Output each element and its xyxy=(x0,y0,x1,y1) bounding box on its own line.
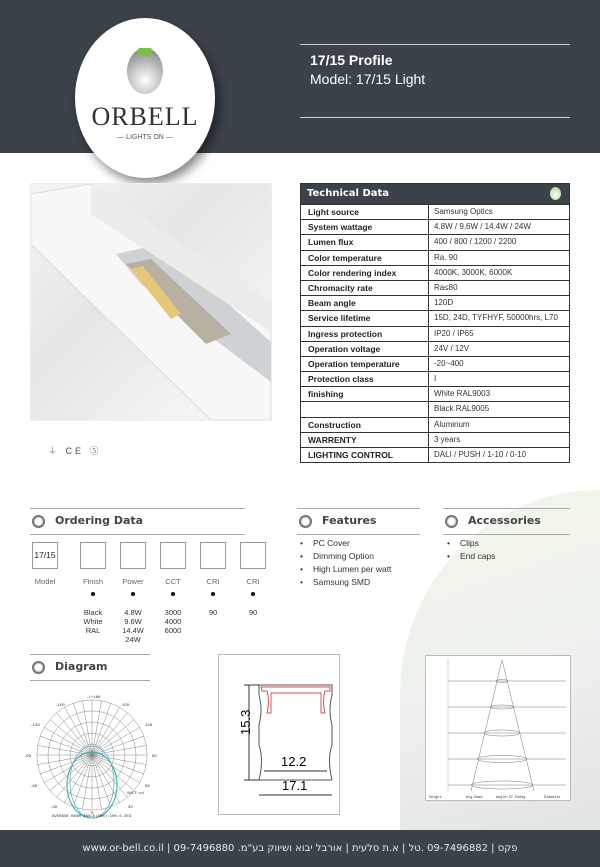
spec-name: System wattage xyxy=(301,220,429,234)
spec-value: 24V / 12V xyxy=(434,343,470,353)
polar-angle-label: 0 xyxy=(91,812,94,816)
table-row xyxy=(301,295,569,310)
bullet-dot xyxy=(171,592,175,596)
polar-angle-label: -150 xyxy=(55,704,65,708)
ordering-code-box xyxy=(32,542,58,569)
table-row xyxy=(301,447,569,462)
ordering-code-box xyxy=(240,542,266,569)
list-item: • Samsung SMD xyxy=(300,576,391,589)
spec-value: I xyxy=(434,374,437,384)
polar-angle-label: 60 xyxy=(145,785,150,789)
polar-caption: AVERAGE BEAM ANGLE(50%):100.6 DEG xyxy=(52,815,132,819)
table-header: Technical Data xyxy=(301,184,569,204)
spec-value: 4000K, 3000K, 6000K xyxy=(434,267,513,277)
divider xyxy=(300,117,570,118)
bulb-icon xyxy=(299,515,312,528)
spec-value: Aluminum xyxy=(434,419,470,429)
polar-angle-label: -/+180 xyxy=(86,696,101,700)
technical-data-table xyxy=(300,183,570,463)
product-image xyxy=(30,183,272,421)
model-value: 17/15 xyxy=(34,550,56,560)
table-row xyxy=(301,280,569,295)
ordering-column-values: 4.8W 9.6W 14.4W 24W xyxy=(122,608,144,644)
table-row xyxy=(301,386,569,401)
bulb-cap xyxy=(138,48,152,56)
polar-angle-label: -60 xyxy=(30,785,38,789)
footer-contact xyxy=(0,830,600,867)
spec-name: Operation temperature xyxy=(301,357,429,371)
list-item: • Dimming Option xyxy=(300,550,391,563)
ordering-column-values: 90 xyxy=(248,608,258,617)
beam-label: Avg.Emax xyxy=(466,796,483,800)
table-row xyxy=(301,234,569,249)
features-list xyxy=(300,537,391,589)
spec-value: 4.8W / 9.6W / 14.4W / 24W xyxy=(434,222,531,232)
height-dimension: 15.3 xyxy=(238,709,253,735)
accessories-list xyxy=(447,537,495,563)
table-row xyxy=(301,371,569,386)
spec-name: Operation voltage xyxy=(301,342,429,356)
beam-label: Diameter xyxy=(544,796,561,800)
bullet-dot xyxy=(131,592,135,596)
bulb-icon xyxy=(550,187,561,200)
spec-value: -20~400 xyxy=(434,358,464,368)
ordering-column-label: CRI xyxy=(206,577,220,586)
product-model: Model: 17/15 Light xyxy=(310,71,426,87)
spec-value: IP20 / IP65 xyxy=(434,328,474,338)
ordering-column-label: Finish xyxy=(82,577,103,586)
table-row xyxy=(301,432,569,447)
spec-name: finishing xyxy=(301,387,429,401)
diagram-section-header: Diagram xyxy=(30,654,150,681)
bullet-dot xyxy=(91,592,95,596)
spec-value: 120D xyxy=(434,298,454,308)
spec-name: Color temperature xyxy=(301,251,429,265)
spec-name: WARRENTY xyxy=(301,433,429,447)
brand-tagline: — LIGHTS ON — xyxy=(117,134,173,141)
brand-name: ORBELL xyxy=(91,102,199,131)
table-row xyxy=(301,401,569,416)
ordering-code-box xyxy=(200,542,226,569)
bullet-dot xyxy=(211,592,215,596)
accessories-section-header: Accessories xyxy=(443,508,570,535)
table-row xyxy=(301,250,569,265)
spec-name: Light source xyxy=(301,205,429,219)
beam-label: Angle:37.59deg xyxy=(496,796,526,800)
polar-angle-label: -120 xyxy=(30,724,40,728)
spec-name: Lumen flux xyxy=(301,235,429,249)
table-row xyxy=(301,356,569,371)
spec-value: DALI / PUSH / 1-10 / 0-10 xyxy=(434,450,527,459)
orbell-logo xyxy=(75,18,215,178)
spec-name: Chromacity rate xyxy=(301,281,429,295)
spec-name xyxy=(301,402,429,416)
spec-value: 400 / 800 / 1200 / 2200 xyxy=(434,237,517,247)
table-row xyxy=(301,204,569,219)
inner-width-dimension: 12.2 xyxy=(281,754,307,769)
spec-value: Ra. 90 xyxy=(434,252,458,262)
polar-light-distribution xyxy=(22,690,162,820)
bulb-icon xyxy=(32,661,45,674)
spec-name: LIGHTING CONTROL xyxy=(301,448,429,462)
ordering-code-box xyxy=(160,542,186,569)
spec-name: Protection class xyxy=(301,372,429,386)
spec-name: Color rendering index xyxy=(301,266,429,280)
ordering-column-values: 90 xyxy=(208,608,218,617)
list-item: • Clips xyxy=(447,537,495,550)
beam-spread-chart xyxy=(425,655,571,801)
polar-angle-label: 90 xyxy=(152,755,157,759)
spec-name: Service lifetime xyxy=(301,311,429,325)
polar-unit: UNIT:cd xyxy=(127,792,144,796)
width-dimension: 17.1 xyxy=(282,778,308,793)
profile-photo xyxy=(31,184,271,420)
polar-angle-label: -90 xyxy=(24,755,32,759)
list-item: • High Lumen per watt xyxy=(300,563,391,576)
product-title: 17/15 Profile xyxy=(310,52,393,68)
bulb-icon xyxy=(32,515,45,528)
ordering-column-values: Black White RAL xyxy=(83,608,103,635)
table-row xyxy=(301,310,569,325)
bulb-icon xyxy=(445,515,458,528)
beam-label: Height xyxy=(429,796,442,800)
polar-angle-label: 30 xyxy=(128,806,133,810)
ordering-column-label: CRI xyxy=(246,577,260,586)
spec-value: 3 years xyxy=(434,434,461,444)
spec-name: Ingress protection xyxy=(301,327,429,341)
ordering-column-label: Power xyxy=(122,577,144,586)
features-section-header: Features xyxy=(297,508,420,535)
spec-value: Black RAL9005 xyxy=(434,404,490,414)
spec-value: Ra≤80 xyxy=(434,282,458,292)
spec-value: Samsung Optics xyxy=(434,207,493,216)
ordering-column-label: Model xyxy=(34,577,56,586)
polar-angle-label: -30 xyxy=(50,806,58,810)
profile-dimension-drawing xyxy=(218,654,340,815)
table-row xyxy=(301,326,569,341)
spec-name: Construction xyxy=(301,418,429,432)
polar-angle-label: 120 xyxy=(145,724,153,728)
ordering-column-label: CCT xyxy=(165,577,181,586)
polar-angle-label: 150 xyxy=(122,704,130,708)
ordering-section-header: Ordering Data xyxy=(30,508,245,535)
footer-text: www.or-bell.co.il | 09-7496880 .פקס | 09-7496882 .טל | א.ת סלעית | אורבל יבוא ושיווק בע"מ xyxy=(82,843,518,854)
table-row xyxy=(301,219,569,234)
spec-value: White RAL9003 xyxy=(434,389,491,399)
ordering-code-box xyxy=(120,542,146,569)
ordering-code-box xyxy=(80,542,106,569)
certification-marks: ⏚ CE ⑤ xyxy=(48,446,102,456)
list-item: • PC Cover xyxy=(300,537,391,550)
spec-name: Beam angle xyxy=(301,296,429,310)
table-row xyxy=(301,265,569,280)
ordering-column-values: 3000 4000 6000 xyxy=(164,608,182,635)
spec-value: 15D, 24D, TYFHYF, 50000hrs, L70 xyxy=(434,313,558,323)
divider xyxy=(300,44,570,45)
bullet-dot xyxy=(251,592,255,596)
list-item: • End caps xyxy=(447,550,495,563)
table-row xyxy=(301,417,569,432)
table-row xyxy=(301,341,569,356)
